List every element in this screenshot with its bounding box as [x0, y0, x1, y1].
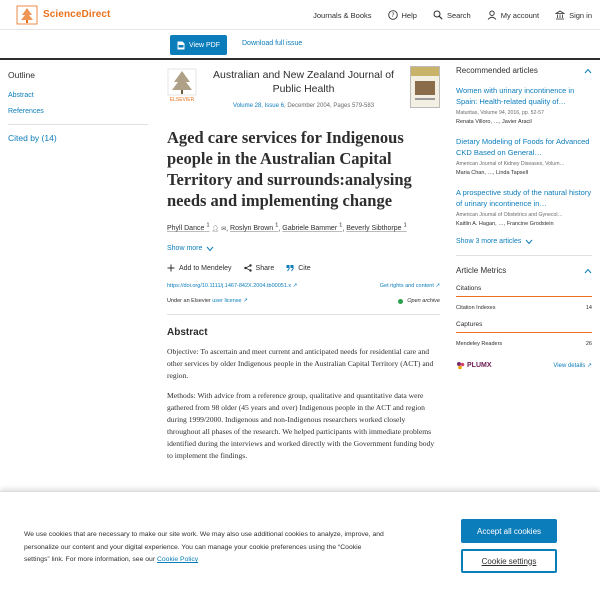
right-sidebar — [456, 66, 592, 370]
share-button[interactable] — [244, 264, 275, 272]
show-more-label: Show more — [167, 245, 203, 253]
top-nav — [297, 0, 592, 30]
share-label: Share — [255, 264, 275, 272]
recommended-article-authors: Maria Chan, …, Linda Tapsell — [456, 170, 529, 176]
recommended-article — [456, 85, 592, 125]
metrics-heading: Article Metrics — [456, 266, 507, 275]
volume-issue-link[interactable]: Volume 28, Issue 6 — [232, 103, 284, 109]
chevron-down-icon — [206, 246, 214, 252]
help-link[interactable] — [388, 10, 417, 20]
elsevier-tree-icon — [16, 5, 38, 25]
recommended-articles-header[interactable] — [456, 66, 592, 75]
svg-text:ELSEVIER: ELSEVIER — [169, 97, 195, 103]
outline-link-abstract[interactable]: Abstract — [8, 92, 34, 99]
pdf-icon — [177, 41, 185, 50]
article-toolbar — [0, 30, 600, 60]
outline-sidebar — [8, 70, 148, 143]
search-icon — [433, 10, 443, 20]
recommended-article-title[interactable]: A prospective study of the natural history of urinary incontinence in… — [456, 188, 592, 208]
plumx-icon — [456, 361, 465, 370]
recommended-article-source: American Journal of Kidney Diseases, Volum… — [456, 161, 565, 167]
cookie-policy-link[interactable]: Cookie Policy — [156, 556, 199, 563]
show-more-articles-button[interactable] — [456, 238, 592, 245]
my-account-link[interactable] — [487, 10, 539, 20]
sciencedirect-logo[interactable] — [16, 5, 110, 25]
article-title: Aged care services for Indigenous people in the Australian Capital Territory and surrounds:analysing needs and implementing change — [167, 128, 412, 210]
journals-books-link[interactable] — [313, 11, 371, 20]
my-account-label: My account — [500, 10, 540, 20]
journal-date-pages: , December 2004, Pages 579-583 — [283, 103, 375, 109]
citation-indexes-value: 14 — [585, 305, 592, 311]
cite-label: Cite — [298, 264, 311, 272]
sign-in-link[interactable] — [555, 10, 592, 20]
show-more-button[interactable] — [167, 245, 440, 252]
open-access-dot-icon — [398, 299, 403, 304]
abstract-objective: Objective: To ascertain and meet current and anticipated needs for residential care and other services by older Indigenous people in the Australian Capital Territory (ACT) and region. — [167, 347, 434, 381]
elsevier-logo[interactable] — [167, 68, 197, 104]
abstract-heading: Abstract — [167, 327, 208, 339]
citation-indexes-row — [456, 305, 592, 311]
top-header — [0, 0, 600, 30]
chevron-up-icon — [584, 68, 592, 74]
add-to-mendeley-button[interactable] — [167, 264, 232, 272]
author-link[interactable]: Gabriele Bammer $^1$ — [282, 223, 343, 233]
citation-indexes-label: Citation Indexes — [456, 305, 496, 311]
svg-text:?: ? — [390, 12, 395, 20]
journal-cover-image[interactable] — [410, 66, 440, 108]
show-more-articles-label: Show 3 more articles — [456, 238, 522, 245]
search-label: Search — [446, 10, 471, 20]
journal-title[interactable]: Australian and New Zealand Journal of Public Health — [213, 69, 394, 95]
outline-link-references[interactable]: References — [8, 108, 44, 115]
recommended-article-source: Maturitas, Volume 94, 2016, pp. 52-57 — [456, 110, 544, 116]
help-icon — [388, 10, 398, 20]
mendeley-readers-row — [456, 341, 592, 347]
journals-books-label: Journals & Books — [313, 10, 372, 20]
abstract-methods: Methods: With advice from a reference group, qualitative and quantitative data were gathered from 98 older (45 years and over) Indigenous people in the ACT and region during 1999/2000. Indigenous and non-Indigenous researchers worked closely throughout all phases of the research. We helped participants with immediate problems identified during the interviews and worked directly with the Government funding body to implement the findings. — [167, 391, 435, 461]
license-row — [167, 298, 440, 304]
cookie-banner — [0, 491, 600, 600]
plumx-logo: PLUMX — [456, 361, 492, 370]
mendeley-readers-label: Mendeley Readers — [456, 341, 503, 347]
chevron-up-icon — [584, 268, 592, 274]
person-icon — [487, 10, 497, 20]
recommended-heading: Recommended articles — [456, 66, 538, 75]
institution-icon — [555, 10, 565, 20]
recommended-article-title[interactable]: Women with urinary incontinence in Spain: Health-related quality of… — [456, 86, 575, 106]
envelope-icon[interactable]: ✉ — [221, 226, 227, 233]
author-list: Phyll Dance $^1$ 👤︎ ✉, Roslyn Brown $^1$, Gabriele Bammer $^1$, Beverly Sibthorpe $^1$ — [167, 223, 407, 233]
cookie-settings-button[interactable]: Cookie settings — [461, 549, 557, 573]
author-link[interactable]: Roslyn Brown $^1$ — [230, 223, 279, 233]
cookie-message: We use cookies that are necessary to make our site work. We may also use additional cookies to analyze, improve, and personalize our content and your digital experience. You can manage your cookie preferences using the “Cookie settings” link. For more information, see our Cookie Policy — [24, 531, 384, 563]
user-license-link[interactable]: user license ↗ — [212, 298, 248, 305]
view-details-link[interactable]: View details ↗ — [553, 363, 592, 369]
outline-divider — [8, 124, 148, 125]
journal-header — [167, 66, 440, 113]
plus-icon — [167, 264, 175, 272]
help-label: Help — [401, 10, 417, 20]
sidebar-divider — [456, 255, 592, 256]
cited-by-link[interactable]: Cited by (14) — [8, 133, 57, 143]
get-rights-link[interactable]: Get rights and content ↗ — [379, 283, 440, 290]
brand-name: ScienceDirect — [43, 9, 111, 20]
article-main — [167, 66, 440, 462]
add-to-mendeley-label: Add to Mendeley — [179, 264, 232, 272]
sign-in-label: Sign in — [569, 10, 592, 20]
recommended-article-authors: Kaitlin A. Hagan, …, Francine Grodstein — [456, 221, 554, 227]
recommended-article-source: American Journal of Obstetrics and Gynecol… — [456, 212, 563, 218]
recommended-article-authors: Renata Villoro, …, Javier Aracil — [456, 119, 532, 125]
chevron-down-icon — [525, 239, 533, 245]
recommended-article — [456, 136, 592, 176]
outline-heading: Outline — [8, 70, 35, 80]
journal-meta — [201, 99, 406, 113]
view-pdf-label: View PDF — [189, 41, 220, 49]
download-full-issue-link[interactable]: Download full issue — [242, 40, 303, 47]
mendeley-readers-value: 26 — [585, 341, 592, 347]
citations-group-label: Citations — [456, 285, 592, 297]
recommended-article — [456, 187, 592, 227]
article-metrics-header[interactable] — [456, 266, 592, 275]
author-link[interactable]: Phyll Dance $^1$ — [167, 223, 210, 233]
share-icon — [244, 264, 252, 272]
cite-button[interactable] — [286, 264, 310, 272]
journal-info — [197, 66, 410, 113]
quote-icon — [286, 264, 294, 272]
plumx-row — [456, 361, 592, 370]
doi-row — [167, 283, 440, 289]
author-link[interactable]: Beverly Sibthorpe $^1$ — [346, 223, 407, 233]
doi-link[interactable]: https://doi.org/10.1111/j.1467-842X.2004.tb00051.x ↗ — [167, 283, 298, 290]
open-access-badge: Open archive — [398, 298, 440, 304]
article-actions — [167, 264, 440, 272]
captures-group-label: Captures — [456, 321, 592, 333]
search-link[interactable] — [433, 10, 471, 20]
person-icon: 👤︎ — [211, 226, 220, 233]
license-text: Under an Elsevier user license ↗ — [167, 298, 248, 305]
recommended-article-title[interactable]: Dietary Modeling of Foods for Advanced CKD Based on General… — [456, 137, 590, 157]
section-divider — [167, 314, 440, 315]
view-pdf-button[interactable] — [170, 35, 227, 55]
accept-all-cookies-button[interactable]: Accept all cookies — [461, 519, 557, 543]
